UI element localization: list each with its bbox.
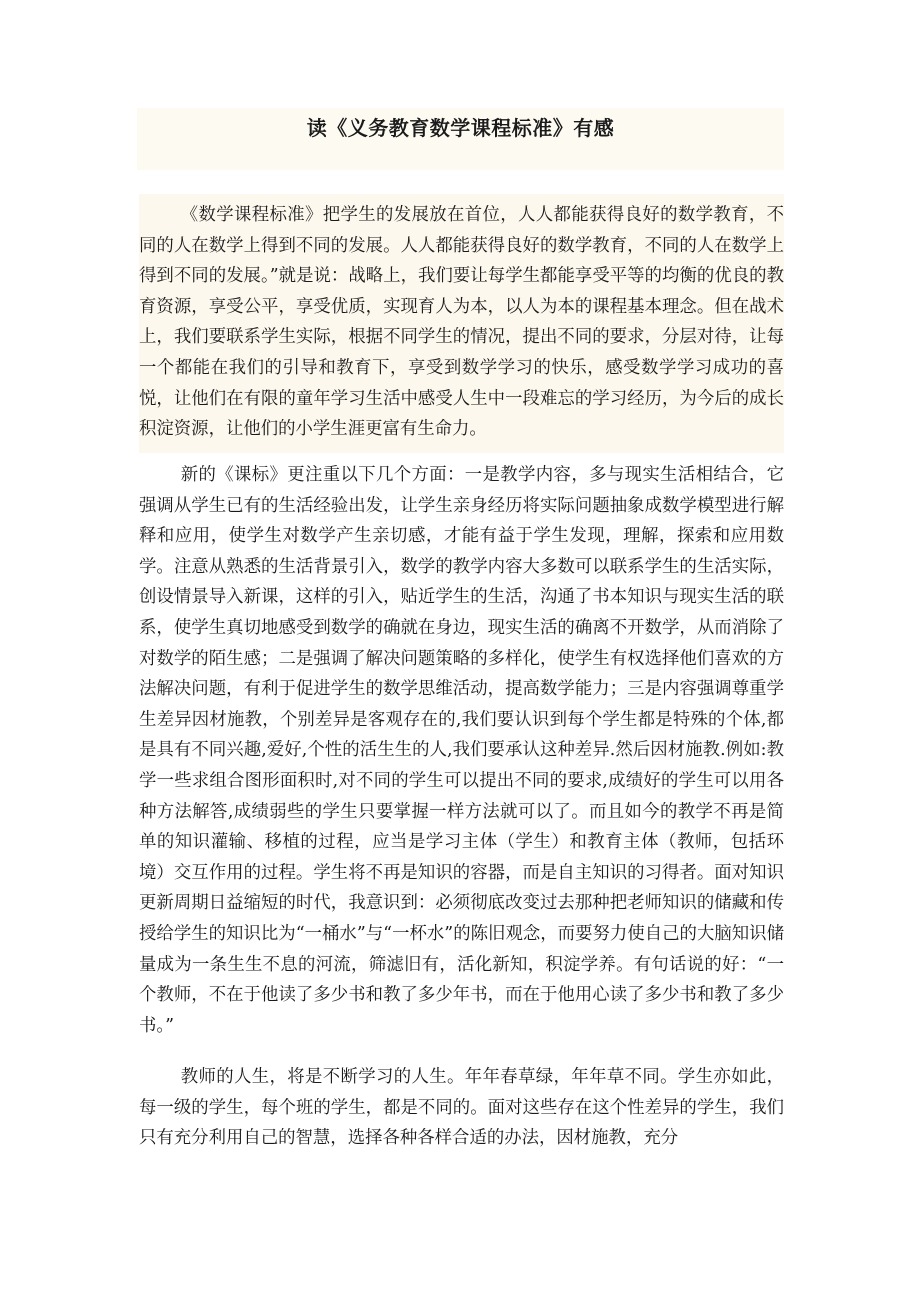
document-title: 读《义务教育数学课程标准》有感 xyxy=(306,116,615,140)
paragraph-2: 新的《课标》更注重以下几个方面：一是教学内容，多与现实生活相结合，它强调从学生已有的生活经验出发，让学生亲身经历将实际问题抽象成数学模型进行解释和应用，使学生对数学产生亲切感，才能有益于学生发现，理解，探索和应用数学。注意从熟悉的生活背景引入，数学的教学内容大多数可以联系学生的生活实际，创设情景导入新课，这样的引入，贴近学生的生活，沟通了书本知识与现实生活的联系，使学生真切地感受到数学的确就在身边，现实生活的确离不开数学，从而消除了对数学的陌生感；二是强调了解决问题策略的多样化，使学生有权选择他们喜欢的方法解决问题，有利于促进学生的数学思维活动，提高数学能力；三是内容强调尊重学生差异因材施教，个别差异是客观存在的,我们要认识到每个学生都是特殊的个体,都是具有不同兴趣,爱好,个性的活生生的人,我们要承认这种差异.然后因材施教.例如:教学一些求组合图形面积时,对不同的学生可以提出不同的要求,成绩好的学生可以用各种方法解答,成绩弱些的学生只要掌握一样方法就可以了。而且如今的教学不再是简单的知识灌输、移植的过程，应当是学习主体（学生）和教育主体（教师，包括环境）交互作用的过程。学生将不再是知识的容器，而是自主知识的习得者。面对知识更新周期日益缩短的时代，我意识到：必须彻底改变过去那种把老师知识的储藏和传授给学生的知识比为“一桶水”与“一杯水”的陈旧观念，而要努力使自己的大脑知识储量成为一条生生不息的河流，筛滤旧有，活化新知，积淀学养。有句话说的好：“一个教师，不在于他读了多少书和教了多少年书，而在于他用心读了多少书和教了多少书。” xyxy=(139,465,784,1036)
paragraph-1: 《数学课程标准》把学生的发展放在首位，人人都能获得良好的数学教育，不同的人在数学上得到不同的发展。人人都能获得良好的数学教育，不同的人在数学上得到不同的发展。”就是说：战略上，我们要让每学生都能享受平等的均衡的优良的教育资源，享受公平，享受优质，实现育人为本，以人为本的课程基本理念。但在战术上，我们要联系学生实际，根据不同学生的情况，提出不同的要求，分层对待，让每一个都能在我们的引导和教育下，享受到数学学习的快乐，感受数学学习成功的喜悦，让他们在有限的童年学习生活中感受人生中一段难忘的学习经历，为今后的成长积淀资源，让他们的小学生涯更富有生命力。 xyxy=(139,194,784,453)
paragraph-3: 教师的人生，将是不断学习的人生。年年春草绿，年年草不同。学生亦如此，每一级的学生，每个班的学生，都是不同的。面对这些存在这个性差异的学生，我们只有充分利用自己的智慧，选择各种各样合适的办法，因材施教，充分 xyxy=(139,1067,784,1149)
